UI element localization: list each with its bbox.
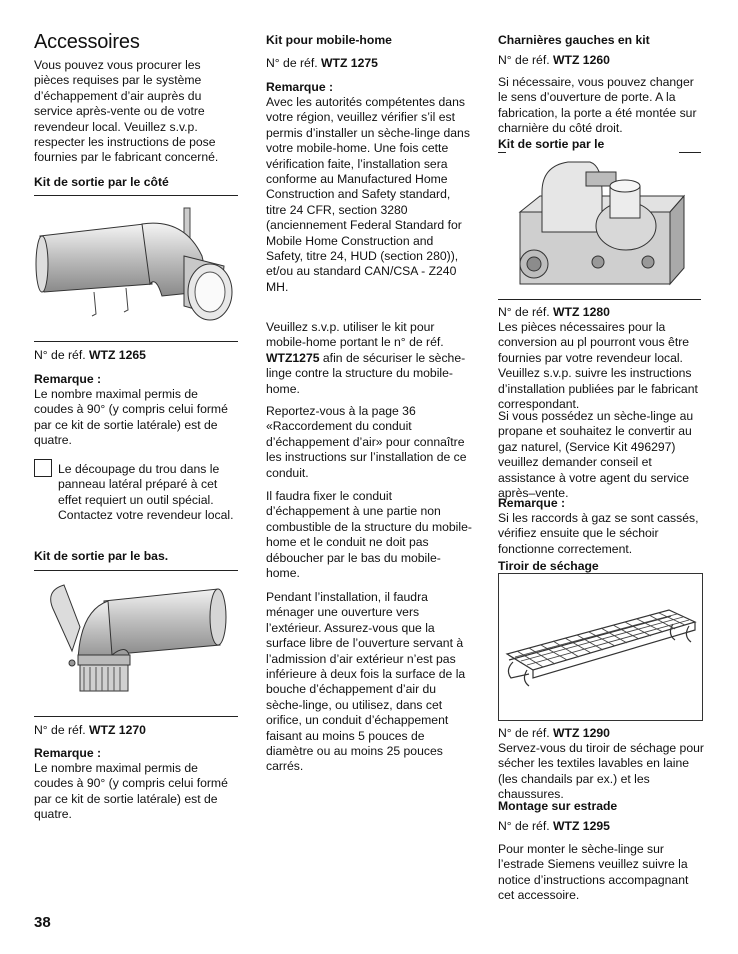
bottom-note-text: Le nombre maximal permis de coudes à 90° (y compris celui formé par ce kit de sortie latérale) est de quatre.	[34, 761, 228, 822]
mobile-home-heading: Kit pour mobile-home	[266, 33, 392, 47]
page-title: Accessoires	[34, 31, 140, 53]
mobile-home-para2: Reportez-vous à la page 36 «Raccordement du conduit d’échappement d’air» pour connaître les instructions sur l’installation de ce conduit.	[266, 404, 467, 480]
bottom-kit-heading: Kit de sortie par le bas.	[34, 549, 169, 563]
bottom-vent-kit-image	[34, 570, 238, 717]
gas-kit-heading: Kit de sortie par le	[498, 137, 605, 151]
gas-note-text: Si les raccords à gaz se sont cassés, vérifiez ensuite que le séchoir fonctionne correctement.	[498, 511, 699, 556]
page-number: 38	[34, 914, 51, 931]
gas-text-1: Les pièces nécessaires pour la conversion au pl pourront vous être fournies par votre revendeur local. Veuillez s.v.p. suivre les instructions d’installation publiées par le fabricant correspondant.	[498, 320, 698, 412]
drying-rack-ref-line: N° de réf. WTZ 1290	[498, 726, 610, 740]
drying-rack-heading: Tiroir de séchage	[498, 559, 599, 573]
warning-box-icon	[34, 459, 52, 477]
gas-ref-line: N° de réf. WTZ 1280	[498, 305, 610, 319]
hinge-text: Si nécessaire, vous pouvez changer le sens d’ouverture de porte. A la fabrication, la porte a été montée sur charnière du côté droit.	[498, 75, 697, 136]
bottom-note-label: Remarque :	[34, 746, 102, 760]
bottom-ref-line: N° de réf. WTZ 1270	[34, 723, 146, 737]
gas-valve-image	[498, 152, 701, 300]
mobile-home-note-text: Avec les autorités compétentes dans votre région, veuillez vérifier s’il est permis d’installer un sèche-linge dans votre mobile-home. Une fois cette vérification faite, l’installation sera conforme au Manufactured Home Construction and Safety standard, titre 24 CFR, section 3280 (anciennement Federal Standard for Mobile Home Construction and Safety, titre 24, HUD (section 280)), et/ou au standard CAN/CSA - Z240 MH.	[266, 95, 470, 294]
side-note-text: Le nombre maximal permis de coudes à 90° (y compris celui formé par ce kit de sortie latérale) est de quatre.	[34, 387, 228, 448]
pedestal-heading: Montage sur estrade	[498, 799, 618, 813]
side-vent-kit-image	[34, 195, 238, 342]
mobile-home-para3: Il faudra fixer le conduit d’échappement à une partie non combustible de la structure du mobile-home et le conduit ne doit pas déboucher par le bas du mobile-home.	[266, 489, 472, 581]
hinge-ref-line: N° de réf. WTZ 1260	[498, 53, 610, 67]
warning-text: Le découpage du trou dans le panneau latéral préparé à cet effet requiert un outil spécial. Contactez votre revendeur local.	[58, 462, 234, 523]
mobile-home-para4: Pendant l’installation, il faudra ménager une ouverture vers l’extérieur. Assurez-vous que la surface libre de l’ouverture servant à l’admission d’air extérieur n’est pas inférieure à deux fois la surface de la bouche d’échappement d’air du sèche-linge, ou utilisez, dans cet orifice, un conduit d’échappement faisant au moins 5 pouces de diamètre ou au moins 25 pouces carrés.	[266, 590, 466, 774]
side-kit-heading: Kit de sortie par le côté	[34, 175, 169, 189]
gas-note-label: Remarque :	[498, 496, 566, 510]
pedestal-text: Pour monter le sèche-linge sur l’estrade Siemens veuillez suivre la notice d’instructions accompagnant cet accessoire.	[498, 842, 689, 903]
mobile-home-ref-line: N° de réf. WTZ 1275	[266, 56, 378, 70]
mobile-home-para1: Veuillez s.v.p. utiliser le kit pour mobile-home portant le n° de réf. WTZ1275 afin de sécuriser le sèche-linge contre la structure du mobile-home.	[266, 320, 466, 396]
mobile-home-note-label: Remarque :	[266, 80, 334, 94]
pedestal-ref-line: N° de réf. WTZ 1295	[498, 819, 610, 833]
drying-rack-image	[498, 573, 703, 721]
gas-text-2: Si vous possédez un sèche-linge au propane et souhaitez le convertir au gaz naturel, (Service Kit 496297) veuillez demander conseil et assistance à votre agent du service après–vente.	[498, 409, 694, 501]
drying-rack-text: Servez-vous du tiroir de séchage pour sécher les textiles lavables en laine (les chandails par ex.) et les chaussures.	[498, 741, 704, 802]
hinge-kit-heading: Charnières gauches en kit	[498, 33, 650, 47]
side-ref-line: N° de réf. WTZ 1265	[34, 348, 146, 362]
side-note-label: Remarque :	[34, 372, 102, 386]
intro-text: Vous pouvez vous procurer les pièces requises par le système d’échappement d’air auprès du service après-vente ou de votre revendeur local. Veuillez s.v.p. respecter les instructions de pose fournies par le fabricant concerné.	[34, 58, 219, 165]
